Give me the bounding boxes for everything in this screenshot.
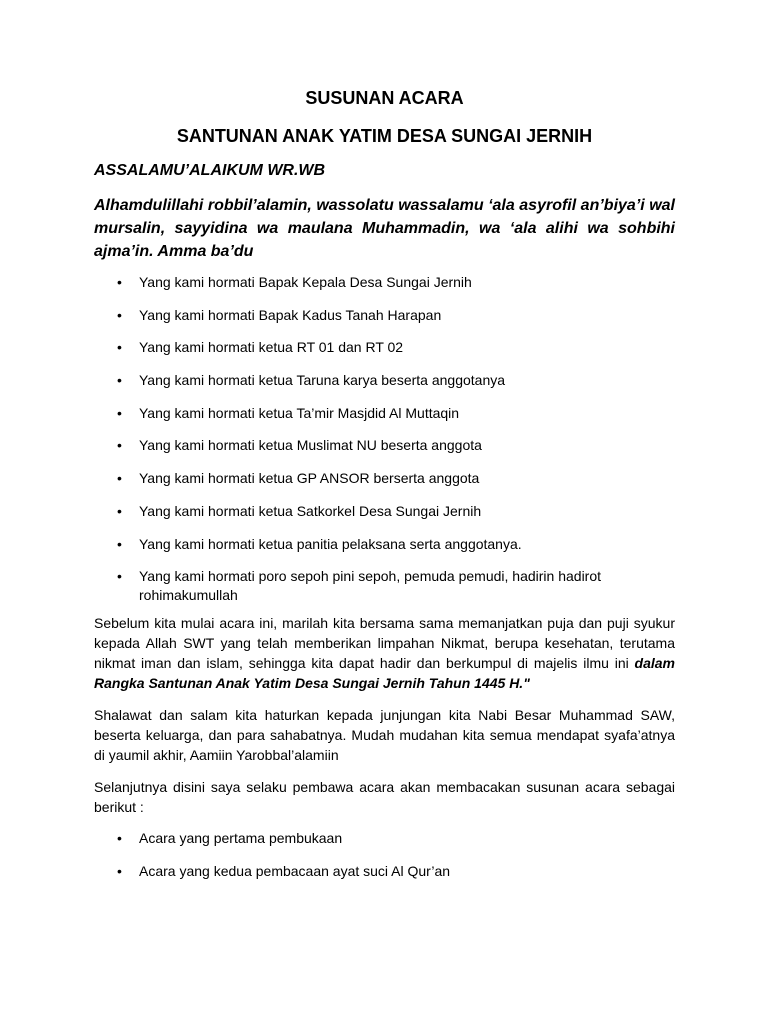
list-item-text: Yang kami hormati Bapak Kepala Desa Sungai Jernih	[139, 274, 472, 290]
greeting: ASSALAMU’ALAIKUM WR.WB	[94, 162, 326, 179]
bullet-icon: •	[117, 372, 122, 389]
list-item	[94, 404, 675, 423]
list-item	[94, 829, 675, 848]
bullet-icon: •	[117, 437, 122, 454]
list-item-text: Yang kami hormati ketua Taruna karya beserta anggotanya	[139, 372, 506, 389]
opening-prayer: Alhamdulillahi robbil’alamin, wassolatu wassalamu ‘ala asyrofil an’biya’i wal mursalin, sayyidina wa maulana Muhammadin, wa ‘ala alihi wa sohbihi ajma’in. Amma ba’du	[94, 197, 675, 260]
list-item-text: Acara yang pertama pembukaan	[139, 830, 343, 847]
list-item	[94, 469, 675, 488]
document-title: SUSUNAN ACARA	[305, 88, 464, 108]
bullet-icon: •	[117, 502, 122, 519]
salutation-list	[94, 273, 675, 605]
list-item-text: Yang kami hormati ketua Satkorkel Desa Sungai Jernih	[139, 502, 482, 519]
list-item-text: Yang kami hormati ketua RT 01 dan RT 02	[139, 339, 404, 356]
opening-paragraph	[94, 613, 675, 693]
bullet-icon: •	[117, 404, 122, 421]
bullet-icon: •	[117, 306, 122, 323]
document-subtitle: SANTUNAN ANAK YATIM DESA SUNGAI JERNIH	[176, 126, 593, 146]
agenda-intro-paragraph: Selanjutnya disini saya selaku pembawa acara akan membacakan susunan acara sebagai berikut :	[94, 779, 675, 816]
list-item	[94, 273, 675, 292]
list-item-text: Yang kami hormati poro sepoh pini sepoh, pemuda pemudi, hadirin hadirot rohimakumullah	[139, 568, 602, 604]
paragraph-text: Sebelum kita mulai acara ini, marilah kita bersama sama memanjatkan puja dan puji syukur kepada Allah SWT yang telah memberikan limpahan Nikmat, berupa kesehatan, terutama nikmat iman dan islam, sehingga kita dapat hadir dan berkumpul di majelis ilmu ini	[94, 615, 675, 672]
bullet-icon: •	[117, 830, 122, 847]
list-item-text: Yang kami hormati ketua Ta’mir Masjdid Al Muttaqin	[139, 404, 460, 421]
list-item	[94, 371, 675, 390]
document-page	[94, 86, 675, 895]
agenda-list	[94, 829, 675, 881]
list-item	[94, 567, 675, 605]
bullet-icon: •	[117, 274, 122, 290]
list-item	[94, 306, 675, 325]
list-item	[94, 436, 675, 455]
list-item	[94, 338, 675, 357]
list-item-text: Yang kami hormati ketua panitia pelaksana serta anggotanya.	[139, 535, 522, 552]
bullet-icon: •	[117, 862, 122, 879]
bullet-icon: •	[117, 470, 122, 487]
bullet-icon: •	[117, 339, 122, 356]
bullet-icon: •	[117, 568, 122, 585]
list-item-text: Acara yang kedua pembacaan ayat suci Al Qur’an	[139, 862, 451, 879]
list-item	[94, 862, 675, 881]
list-item-text: Yang kami hormati ketua GP ANSOR berserta anggota	[139, 470, 480, 487]
shalawat-paragraph: Shalawat dan salam kita haturkan kepada junjungan kita Nabi Besar Muhammad SAW, beserta keluarga, dan para sahabatnya. Mudah mudahan kita semua mendapat syafa’atnya di yaumil akhir, Aamiin Yarobbal’alamiin	[94, 707, 675, 764]
list-item	[94, 502, 675, 521]
list-item	[94, 535, 675, 554]
bullet-icon: •	[117, 535, 122, 552]
list-item-text: Yang kami hormati ketua Muslimat NU beserta anggota	[139, 437, 482, 454]
event-emphasis: dalam Rangka Santunan Anak Yatim Desa Sungai Jernih Tahun 1445 H."	[94, 655, 675, 692]
list-item-text: Yang kami hormati Bapak Kadus Tanah Harapan	[139, 306, 442, 323]
